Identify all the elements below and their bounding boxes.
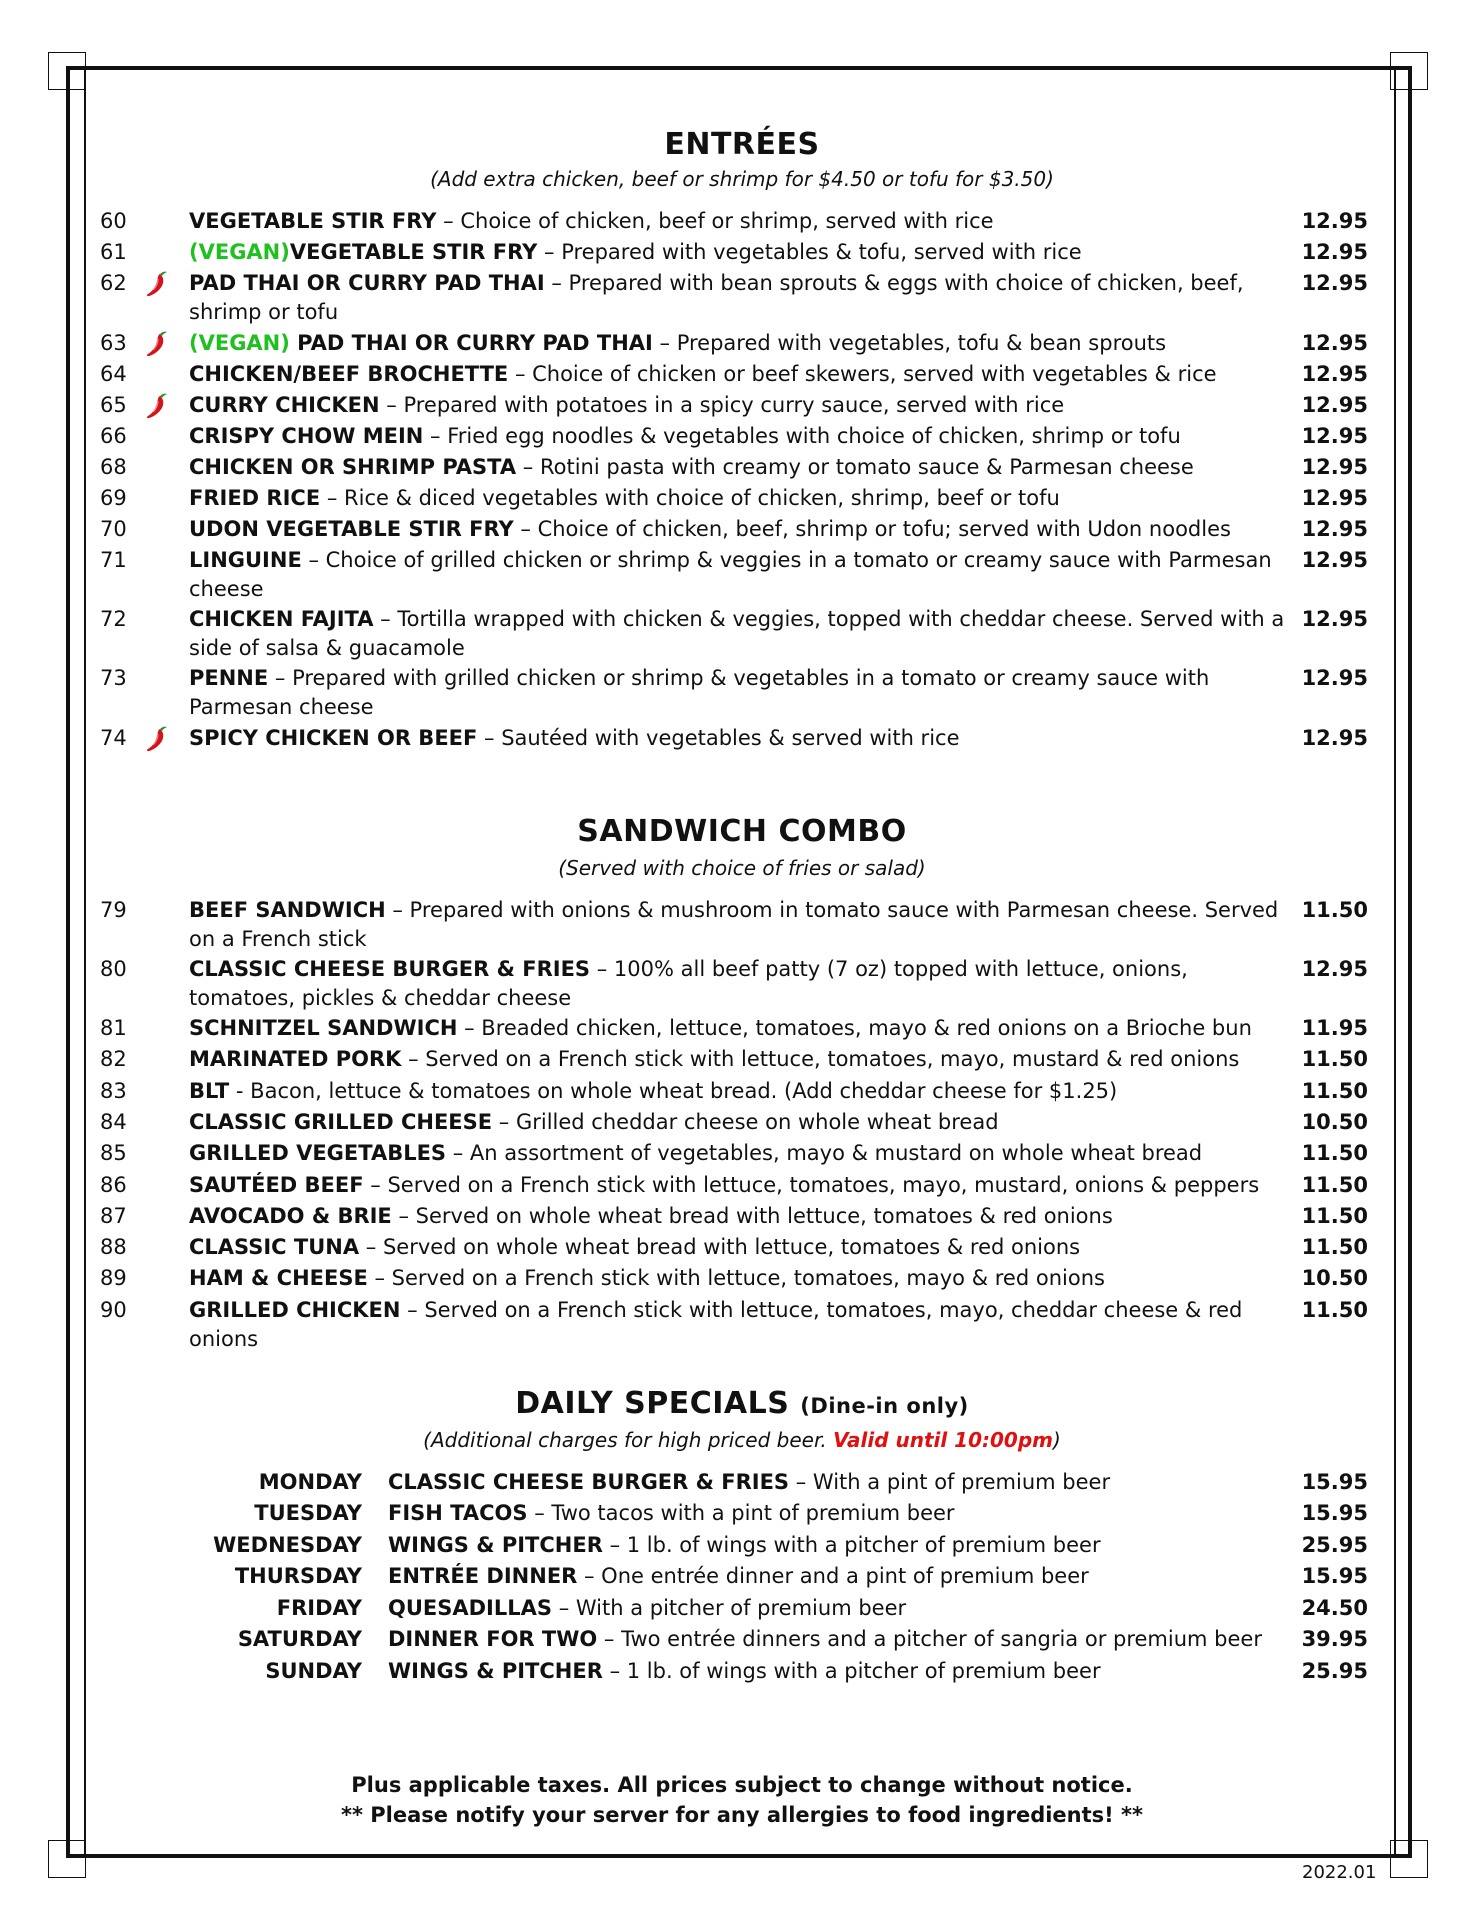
special-price: 25.95 — [1301, 1659, 1368, 1683]
special-description: – With a pitcher of premium beer — [552, 1596, 907, 1620]
item-description: – Choice of grilled chicken or shrimp & veggies in a tomato or creamy sauce with Parmesan cheese — [189, 548, 1272, 601]
special-day: FRIDAY — [276, 1596, 362, 1620]
item-number: 71 — [100, 548, 127, 572]
item-number: 89 — [100, 1266, 127, 1290]
item-number: 69 — [100, 486, 127, 510]
sandwich-subtitle: (Served with choice of fries or salad) — [558, 856, 926, 880]
item-description: – Served on a French stick with lettuce, tomatoes, mayo, mustard, onions & peppers — [363, 1173, 1260, 1197]
chili-pepper-icon — [146, 725, 170, 753]
item-description: – 100% all beef patty (7 oz) topped with lettuce, onions, tomatoes, pickles & cheddar cheese — [189, 957, 1188, 1010]
item-price: 11.50 — [1301, 1298, 1368, 1322]
item-description: – Prepared with vegetables, tofu & bean sprouts — [652, 331, 1167, 355]
special-day: SUNDAY — [265, 1659, 362, 1683]
item-price: 12.95 — [1301, 240, 1368, 264]
item-description: – Prepared with potatoes in a spicy curry sauce, served with rice — [379, 393, 1065, 417]
item-price: 12.95 — [1301, 517, 1368, 541]
item-number: 80 — [100, 957, 127, 981]
special-description: – 1 lb. of wings with a pitcher of premium beer — [602, 1533, 1101, 1557]
item-price: 12.95 — [1301, 362, 1368, 386]
item-description: – Served on a French stick with lettuce, tomatoes, mayo, mustard & red onions — [401, 1047, 1240, 1071]
item-description: - Bacon, lettuce & tomatoes on whole wheat bread. (Add cheddar cheese for $1.25) — [229, 1079, 1118, 1103]
item-price: 12.95 — [1301, 271, 1368, 295]
special-day: TUESDAY — [254, 1501, 362, 1525]
item-name: CLASSIC TUNA — [189, 1235, 360, 1259]
entrees-subtitle: (Add extra chicken, beef or shrimp for $4.50 or tofu for $3.50) — [430, 167, 1054, 191]
item-name: FRIED RICE — [189, 486, 321, 510]
item-description: – Choice of chicken, beef, shrimp or tofu; served with Udon noodles — [513, 517, 1231, 541]
item-description: – Rotini pasta with creamy or tomato sauce & Parmesan cheese — [516, 455, 1194, 479]
special-description: – One entrée dinner and a pint of premium beer — [577, 1564, 1089, 1588]
item-number: 84 — [100, 1110, 127, 1134]
item-name: VEGETABLE STIR FRY — [189, 209, 437, 233]
item-name: CHICKEN OR SHRIMP PASTA — [189, 455, 517, 479]
item-price: 12.95 — [1301, 393, 1368, 417]
item-name: PENNE — [189, 666, 269, 690]
item-number: 66 — [100, 424, 127, 448]
item-number: 82 — [100, 1047, 127, 1071]
corner-ornament — [48, 52, 86, 90]
item-name: SAUTÉED BEEF — [189, 1173, 364, 1197]
item-number: 62 — [100, 271, 127, 295]
special-name: ENTRÉE DINNER — [388, 1564, 578, 1588]
item-price: 12.95 — [1301, 548, 1368, 572]
item-name: AVOCADO & BRIE — [189, 1204, 392, 1228]
special-name: DINNER FOR TWO — [388, 1627, 598, 1651]
special-description: – With a pint of premium beer — [789, 1470, 1111, 1494]
special-price: 24.50 — [1301, 1596, 1368, 1620]
menu-version: 2022.01 — [1302, 1862, 1377, 1883]
item-description: – Served on a French stick with lettuce, tomatoes, mayo & red onions — [367, 1266, 1105, 1290]
item-name: HAM & CHEESE — [189, 1266, 368, 1290]
item-name: MARINATED PORK — [189, 1047, 402, 1071]
special-price: 25.95 — [1301, 1533, 1368, 1557]
special-name: QUESADILLAS — [388, 1596, 553, 1620]
item-description: – Prepared with vegetables & tofu, served with rice — [537, 240, 1082, 264]
item-number: 61 — [100, 240, 127, 264]
footer-taxes-note: Plus applicable taxes. All prices subject to change without notice. — [351, 1773, 1133, 1797]
item-number: 65 — [100, 393, 127, 417]
vegan-label: (VEGAN) — [189, 240, 290, 264]
item-description: – Prepared with bean sprouts & eggs with choice of chicken, beef, shrimp or tofu — [189, 271, 1244, 324]
item-price: 12.95 — [1301, 726, 1368, 750]
item-number: 83 — [100, 1079, 127, 1103]
item-price: 11.50 — [1301, 1047, 1368, 1071]
special-name: FISH TACOS — [388, 1501, 528, 1525]
item-name: VEGETABLE STIR FRY — [289, 240, 538, 264]
special-day: MONDAY — [258, 1470, 362, 1494]
special-day: SATURDAY — [237, 1627, 362, 1651]
chili-pepper-icon — [146, 392, 170, 420]
special-description: – 1 lb. of wings with a pitcher of premium beer — [602, 1659, 1101, 1683]
item-number: 73 — [100, 666, 127, 690]
item-number: 74 — [100, 726, 127, 750]
item-description: – Sautéed with vegetables & served with rice — [477, 726, 960, 750]
item-name: CLASSIC GRILLED CHEESE — [189, 1110, 493, 1134]
item-description: – Prepared with onions & mushroom in tomato sauce with Parmesan cheese. Served on a French stick — [189, 898, 1279, 951]
item-description: – Choice of chicken or beef skewers, served with vegetables & rice — [508, 362, 1217, 386]
item-description: – An assortment of vegetables, mayo & mustard on whole wheat bread — [446, 1141, 1203, 1165]
special-description: – Two entrée dinners and a pitcher of sangria or premium beer — [597, 1627, 1262, 1651]
item-description: – Choice of chicken, beef or shrimp, served with rice — [436, 209, 994, 233]
item-price: 12.95 — [1301, 455, 1368, 479]
item-number: 81 — [100, 1016, 127, 1040]
item-price: 12.95 — [1301, 607, 1368, 631]
entrees-title: ENTRÉES — [664, 127, 820, 162]
item-name: BLT — [189, 1079, 230, 1103]
vegan-label: (VEGAN) — [189, 331, 298, 355]
corner-ornament — [1390, 1840, 1428, 1878]
item-name: LINGUINE — [189, 548, 302, 572]
corner-ornament — [48, 1840, 86, 1878]
item-price: 11.50 — [1301, 1235, 1368, 1259]
item-description: – Served on a French stick with lettuce, tomatoes, mayo, cheddar cheese & red onions — [189, 1298, 1243, 1351]
item-description: – Rice & diced vegetables with choice of chicken, shrimp, beef or tofu — [320, 486, 1060, 510]
item-name: CURRY CHICKEN — [189, 393, 380, 417]
chili-pepper-icon — [146, 330, 170, 358]
specials-subtitle — [0, 1428, 1484, 1452]
item-name: UDON VEGETABLE STIR FRY — [189, 517, 514, 541]
item-price: 11.50 — [1301, 898, 1368, 922]
item-number: 85 — [100, 1141, 127, 1165]
specials-subtitle-text: (Additional charges for high priced beer. — [423, 1428, 834, 1452]
item-number: 90 — [100, 1298, 127, 1322]
item-price: 10.50 — [1301, 1110, 1368, 1134]
item-price: 12.95 — [1301, 209, 1368, 233]
item-number: 63 — [100, 331, 127, 355]
item-price: 12.95 — [1301, 957, 1368, 981]
item-name: BEEF SANDWICH — [189, 898, 386, 922]
item-description: – Breaded chicken, lettuce, tomatoes, mayo & red onions on a Brioche bun — [457, 1016, 1252, 1040]
item-number: 68 — [100, 455, 127, 479]
footer-allergy-note: ** Please notify your server for any allergies to food ingredients! ** — [340, 1803, 1144, 1827]
item-number: 87 — [100, 1204, 127, 1228]
special-price: 15.95 — [1301, 1501, 1368, 1525]
item-price: 12.95 — [1301, 486, 1368, 510]
item-name: SPICY CHICKEN OR BEEF — [189, 726, 478, 750]
special-name: WINGS & PITCHER — [388, 1659, 603, 1683]
special-name: CLASSIC CHEESE BURGER & FRIES — [388, 1470, 790, 1494]
special-price: 39.95 — [1301, 1627, 1368, 1651]
item-number: 88 — [100, 1235, 127, 1259]
item-name: SCHNITZEL SANDWICH — [189, 1016, 458, 1040]
item-price: 11.50 — [1301, 1141, 1368, 1165]
item-name: CRISPY CHOW MEIN — [189, 424, 424, 448]
item-number: 60 — [100, 209, 127, 233]
item-description: – Grilled cheddar cheese on whole wheat bread — [492, 1110, 999, 1134]
item-price: 11.95 — [1301, 1016, 1368, 1040]
specials-title-note: (Dine-in only) — [800, 1394, 969, 1418]
chili-pepper-icon — [146, 270, 170, 298]
item-name: CLASSIC CHEESE BURGER & FRIES — [189, 957, 591, 981]
item-price: 12.95 — [1301, 666, 1368, 690]
item-name: PAD THAI OR CURRY PAD THAI — [297, 331, 653, 355]
item-price: 12.95 — [1301, 424, 1368, 448]
item-name: GRILLED CHICKEN — [189, 1298, 401, 1322]
special-description: – Two tacos with a pint of premium beer — [527, 1501, 955, 1525]
item-description: – Tortilla wrapped with chicken & veggies, topped with cheddar cheese. Served with a side of salsa & guacamole — [189, 607, 1285, 660]
specials-title: DAILY SPECIALS — [515, 1386, 790, 1421]
specials-valid-until: Valid until 10:00pm — [833, 1428, 1054, 1452]
special-day: WEDNESDAY — [213, 1533, 362, 1557]
item-number: 79 — [100, 898, 127, 922]
corner-ornament — [1390, 52, 1428, 90]
item-description: – Served on whole wheat bread with lettuce, tomatoes & red onions — [359, 1235, 1081, 1259]
sandwich-title: SANDWICH COMBO — [577, 814, 907, 849]
special-day: THURSDAY — [234, 1564, 362, 1588]
item-price: 11.50 — [1301, 1079, 1368, 1103]
item-price: 11.50 — [1301, 1204, 1368, 1228]
item-description: – Fried egg noodles & vegetables with choice of chicken, shrimp or tofu — [423, 424, 1181, 448]
special-price: 15.95 — [1301, 1564, 1368, 1588]
item-description: – Prepared with grilled chicken or shrimp & vegetables in a tomato or creamy sauce with Parmesan cheese — [189, 666, 1210, 719]
item-price: 12.95 — [1301, 331, 1368, 355]
item-number: 72 — [100, 607, 127, 631]
special-price: 15.95 — [1301, 1470, 1368, 1494]
item-number: 70 — [100, 517, 127, 541]
item-description: – Served on whole wheat bread with lettuce, tomatoes & red onions — [391, 1204, 1113, 1228]
item-name: PAD THAI OR CURRY PAD THAI — [189, 271, 545, 295]
item-number: 86 — [100, 1173, 127, 1197]
item-number: 64 — [100, 362, 127, 386]
item-name: CHICKEN/BEEF BROCHETTE — [189, 362, 509, 386]
item-price: 10.50 — [1301, 1266, 1368, 1290]
specials-subtitle-close: ) — [1053, 1428, 1061, 1452]
item-name: CHICKEN FAJITA — [189, 607, 374, 631]
item-price: 11.50 — [1301, 1173, 1368, 1197]
specials-title-line — [0, 1386, 1484, 1421]
special-name: WINGS & PITCHER — [388, 1533, 603, 1557]
item-name: GRILLED VEGETABLES — [189, 1141, 447, 1165]
